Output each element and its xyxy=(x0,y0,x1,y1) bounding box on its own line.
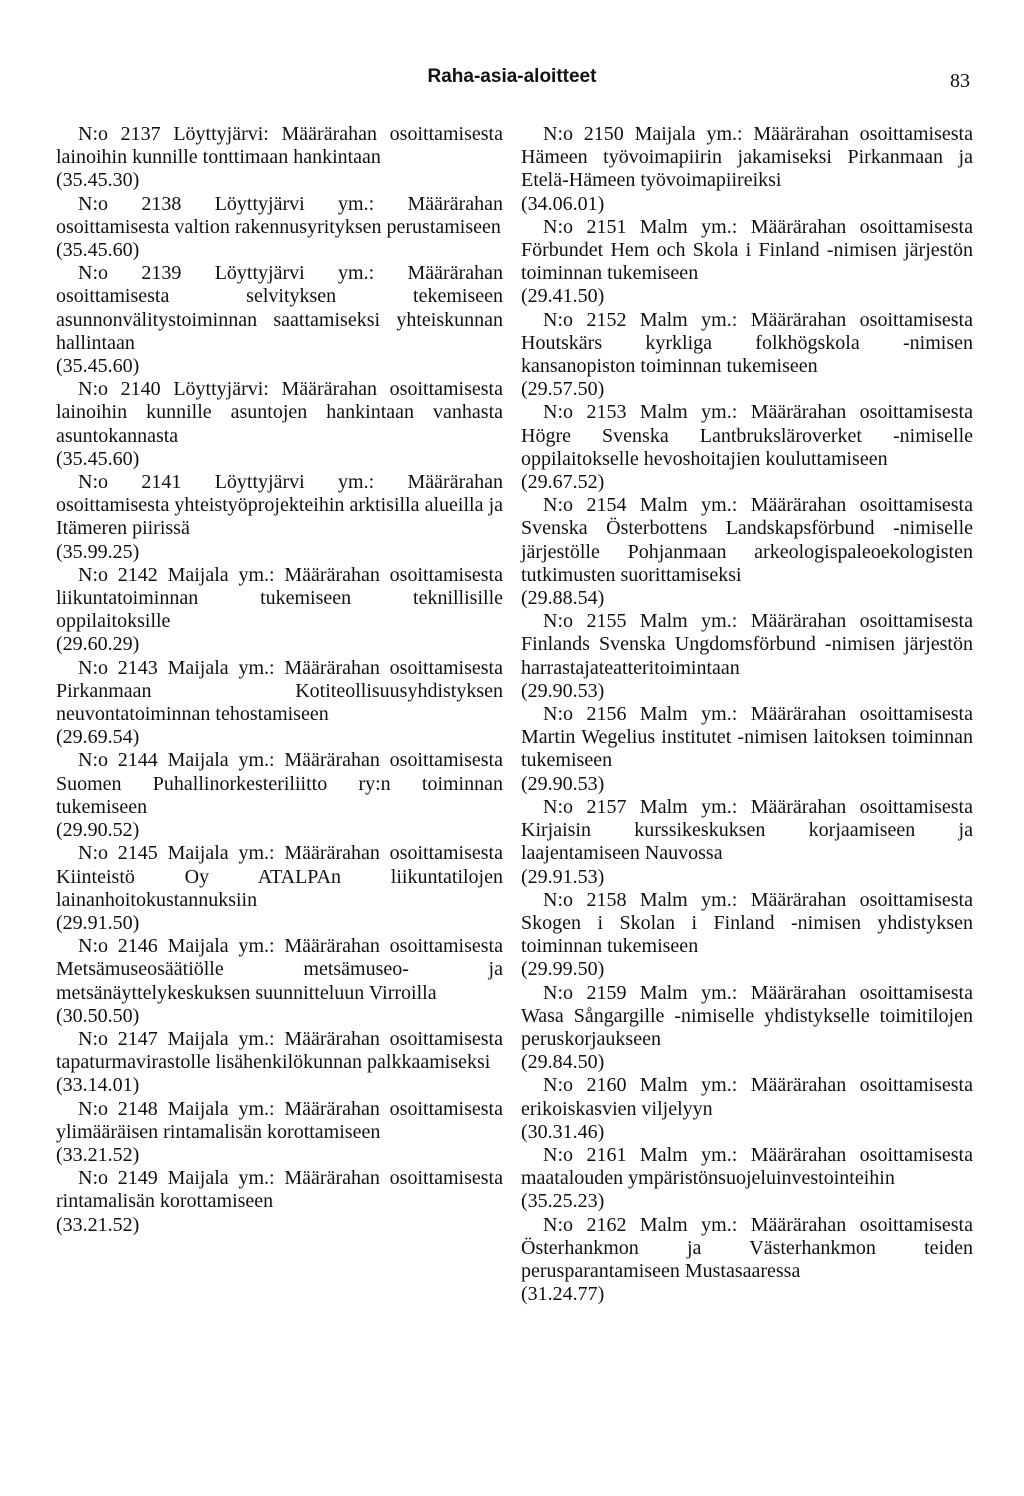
budget-item-code: (34.06.01) xyxy=(521,192,605,215)
budget-item-code: (29.99.50) xyxy=(521,958,605,981)
initiative-description: N:o 2139 Löyttyjärvi ym.: Määrärahan osoittamisesta selvityksen tekemiseen asunnonvälitystoiminnan saattamiseksi yhteiskunnan hallintaan xyxy=(56,262,503,354)
initiative-entry xyxy=(56,262,503,378)
initiative-description: N:o 2145 Maijala ym.: Määrärahan osoittamisesta Kiinteistö Oy ATALPAn liikuntatilojen lainanhoitokustannuksiin xyxy=(56,842,503,911)
initiative-entry xyxy=(56,378,503,471)
initiative-description: N:o 2158 Malm ym.: Määrärahan osoittamisesta Skogen i Skolan i Finland -nimisen yhdistyksen toiminnan tukemiseen xyxy=(521,888,973,958)
initiative-entry xyxy=(521,309,973,402)
budget-item-code: (35.25.23) xyxy=(521,1190,605,1213)
budget-item-code: (35.45.30) xyxy=(56,169,140,192)
initiative-description: N:o 2151 Malm ym.: Määrärahan osoittamisesta Förbundet Hem och Skola i Finland -nimisen järjestön toiminnan tukemiseen xyxy=(521,215,973,285)
budget-item-code: (29.60.29) xyxy=(56,633,140,656)
initiative-entry xyxy=(521,1214,973,1307)
budget-item-code: (29.57.50) xyxy=(521,378,605,401)
initiative-description: N:o 2154 Malm ym.: Määrärahan osoittamisesta Svenska Österbottens Landskapsförbund -nimiselle järjestölle Pohjanmaan arkeologispaleoekologisten tutkimusten suorittamiseksi xyxy=(521,494,973,586)
budget-item-code: (29.91.53) xyxy=(521,865,605,888)
initiative-entry xyxy=(521,610,973,703)
initiative-entry xyxy=(56,471,503,564)
left-column xyxy=(56,123,503,1237)
initiative-entry xyxy=(56,842,503,935)
initiative-entry xyxy=(56,657,503,750)
initiative-entry xyxy=(521,796,973,889)
initiative-description: N:o 2146 Maijala ym.: Määrärahan osoittamisesta Metsämuseosäätiölle metsämuseo- ja metsänäyttelykeskuksen suunnitteluun Virroilla xyxy=(56,935,503,1004)
initiative-description: N:o 2150 Maijala ym.: Määrärahan osoittamisesta Hämeen työvoimapiirin jakamiseksi Pirkanmaan ja Etelä-Hämeen työvoimapiireiksi xyxy=(521,123,973,192)
initiative-entry xyxy=(521,401,973,494)
initiative-description: N:o 2142 Maijala ym.: Määrärahan osoittamisesta liikuntatoiminnan tukemiseen teknillisille oppilaitoksille xyxy=(56,563,503,633)
budget-item-code: (33.21.52) xyxy=(56,1213,140,1236)
initiative-description: N:o 2147 Maijala ym.: Määrärahan osoittamisesta tapaturmavirastolle lisähenkilökunnan palkkaamiseksi xyxy=(56,1027,503,1074)
initiative-entry xyxy=(521,1144,973,1214)
budget-item-code: (35.45.60) xyxy=(56,239,140,262)
initiative-entry xyxy=(56,935,503,1028)
initiative-entry xyxy=(521,494,973,610)
initiative-description: N:o 2153 Malm ym.: Määrärahan osoittamisesta Högre Svenska Lantbruksläroverket -nimiselle oppilaitokselle hevoshoitajien kouluttamiseen xyxy=(521,401,973,470)
initiative-description: N:o 2141 Löyttyjärvi ym.: Määrärahan osoittamisesta yhteistyöprojekteihin arktisilla alueilla ja Itämeren piirissä xyxy=(56,471,503,540)
budget-item-code: (29.90.52) xyxy=(56,819,140,842)
initiative-entry xyxy=(521,889,973,982)
budget-item-code: (29.90.53) xyxy=(521,679,605,702)
budget-item-code: (29.88.54) xyxy=(521,587,605,610)
budget-item-code: (29.84.50) xyxy=(521,1051,605,1074)
budget-item-code: (29.67.52) xyxy=(521,471,605,494)
budget-item-code: (29.69.54) xyxy=(56,726,140,749)
initiative-description: N:o 2152 Malm ym.: Määrärahan osoittamisesta Houtskärs kyrkliga folkhögskola -nimisen kansanopiston toiminnan tukemiseen xyxy=(521,308,973,378)
initiative-description: N:o 2140 Löyttyjärvi: Määrärahan osoittamisesta lainoihin kunnille asuntojen hankintaan vanhasta asuntokannasta xyxy=(56,378,503,447)
initiative-entry xyxy=(56,193,503,263)
initiative-description: N:o 2162 Malm ym.: Määrärahan osoittamisesta Österhankmon ja Västerhankmon teiden perusparantamiseen Mustasaaressa xyxy=(521,1213,973,1282)
initiative-entry xyxy=(56,564,503,657)
budget-item-code: (33.21.52) xyxy=(56,1143,140,1166)
initiative-entry xyxy=(56,1098,503,1168)
budget-item-code: (35.45.60) xyxy=(56,355,140,378)
initiative-entry xyxy=(521,703,973,796)
initiative-description: N:o 2148 Maijala ym.: Määrärahan osoittamisesta ylimääräisen rintamalisän korottamiseen xyxy=(56,1097,503,1143)
initiative-entry xyxy=(521,1074,973,1144)
running-header-title: Raha-asia-aloitteet xyxy=(427,66,597,87)
initiative-entry xyxy=(521,982,973,1075)
initiative-description: N:o 2157 Malm ym.: Määrärahan osoittamisesta Kirjaisin kurssikeskuksen korjaamiseen ja laajentamiseen Nauvossa xyxy=(521,795,973,865)
initiative-description: N:o 2160 Malm ym.: Määrärahan osoittamisesta erikoiskasvien viljelyyn xyxy=(521,1074,973,1120)
initiative-description: N:o 2161 Malm ym.: Määrärahan osoittamisesta maatalouden ympäristönsuojeluinvestointeihin xyxy=(521,1143,973,1190)
page-number: 83 xyxy=(950,70,970,92)
budget-item-code: (30.50.50) xyxy=(56,1004,140,1027)
initiative-description: N:o 2138 Löyttyjärvi ym.: Määrärahan osoittamisesta valtion rakennusyrityksen perustamiseen xyxy=(56,192,503,238)
initiative-entry xyxy=(56,1028,503,1098)
initiative-description: N:o 2159 Malm ym.: Määrärahan osoittamisesta Wasa Sångargille -nimiselle yhdistykselle toimitilojen peruskorjaukseen xyxy=(521,981,973,1050)
initiative-description: N:o 2144 Maijala ym.: Määrärahan osoittamisesta Suomen Puhallinorkesteriliitto ry:n toiminnan tukemiseen xyxy=(56,749,503,818)
initiative-description: N:o 2137 Löyttyjärvi: Määrärahan osoittamisesta lainoihin kunnille tonttimaan hankintaan xyxy=(56,123,503,169)
initiative-entry xyxy=(56,1167,503,1237)
initiative-description: N:o 2156 Malm ym.: Määrärahan osoittamisesta Martin Wegelius institutet -nimisen laitoksen toiminnan tukemiseen xyxy=(521,703,973,772)
initiative-description: N:o 2149 Maijala ym.: Määrärahan osoittamisesta rintamalisän korottamiseen xyxy=(56,1167,503,1213)
initiative-entry xyxy=(56,123,503,193)
budget-item-code: (33.14.01) xyxy=(56,1074,140,1097)
budget-item-code: (29.90.53) xyxy=(521,772,605,795)
budget-item-code: (29.41.50) xyxy=(521,285,605,308)
budget-item-code: (31.24.77) xyxy=(521,1283,605,1306)
initiative-description: N:o 2155 Malm ym.: Määrärahan osoittamisesta Finlands Svenska Ungdomsförbund -nimisen järjestön harrastajateatteritoimintaan xyxy=(521,610,973,679)
right-column xyxy=(521,123,973,1306)
budget-item-code: (35.99.25) xyxy=(56,540,140,563)
initiative-entry xyxy=(56,749,503,842)
budget-item-code: (30.31.46) xyxy=(521,1120,605,1143)
budget-item-code: (35.45.60) xyxy=(56,447,140,470)
budget-item-code: (29.91.50) xyxy=(56,911,140,934)
initiative-entry xyxy=(521,216,973,309)
initiative-description: N:o 2143 Maijala ym.: Määrärahan osoittamisesta Pirkanmaan Kotiteollisuusyhdistyksen neuvontatoiminnan tehostamiseen xyxy=(56,656,503,726)
initiative-entry xyxy=(521,123,973,216)
